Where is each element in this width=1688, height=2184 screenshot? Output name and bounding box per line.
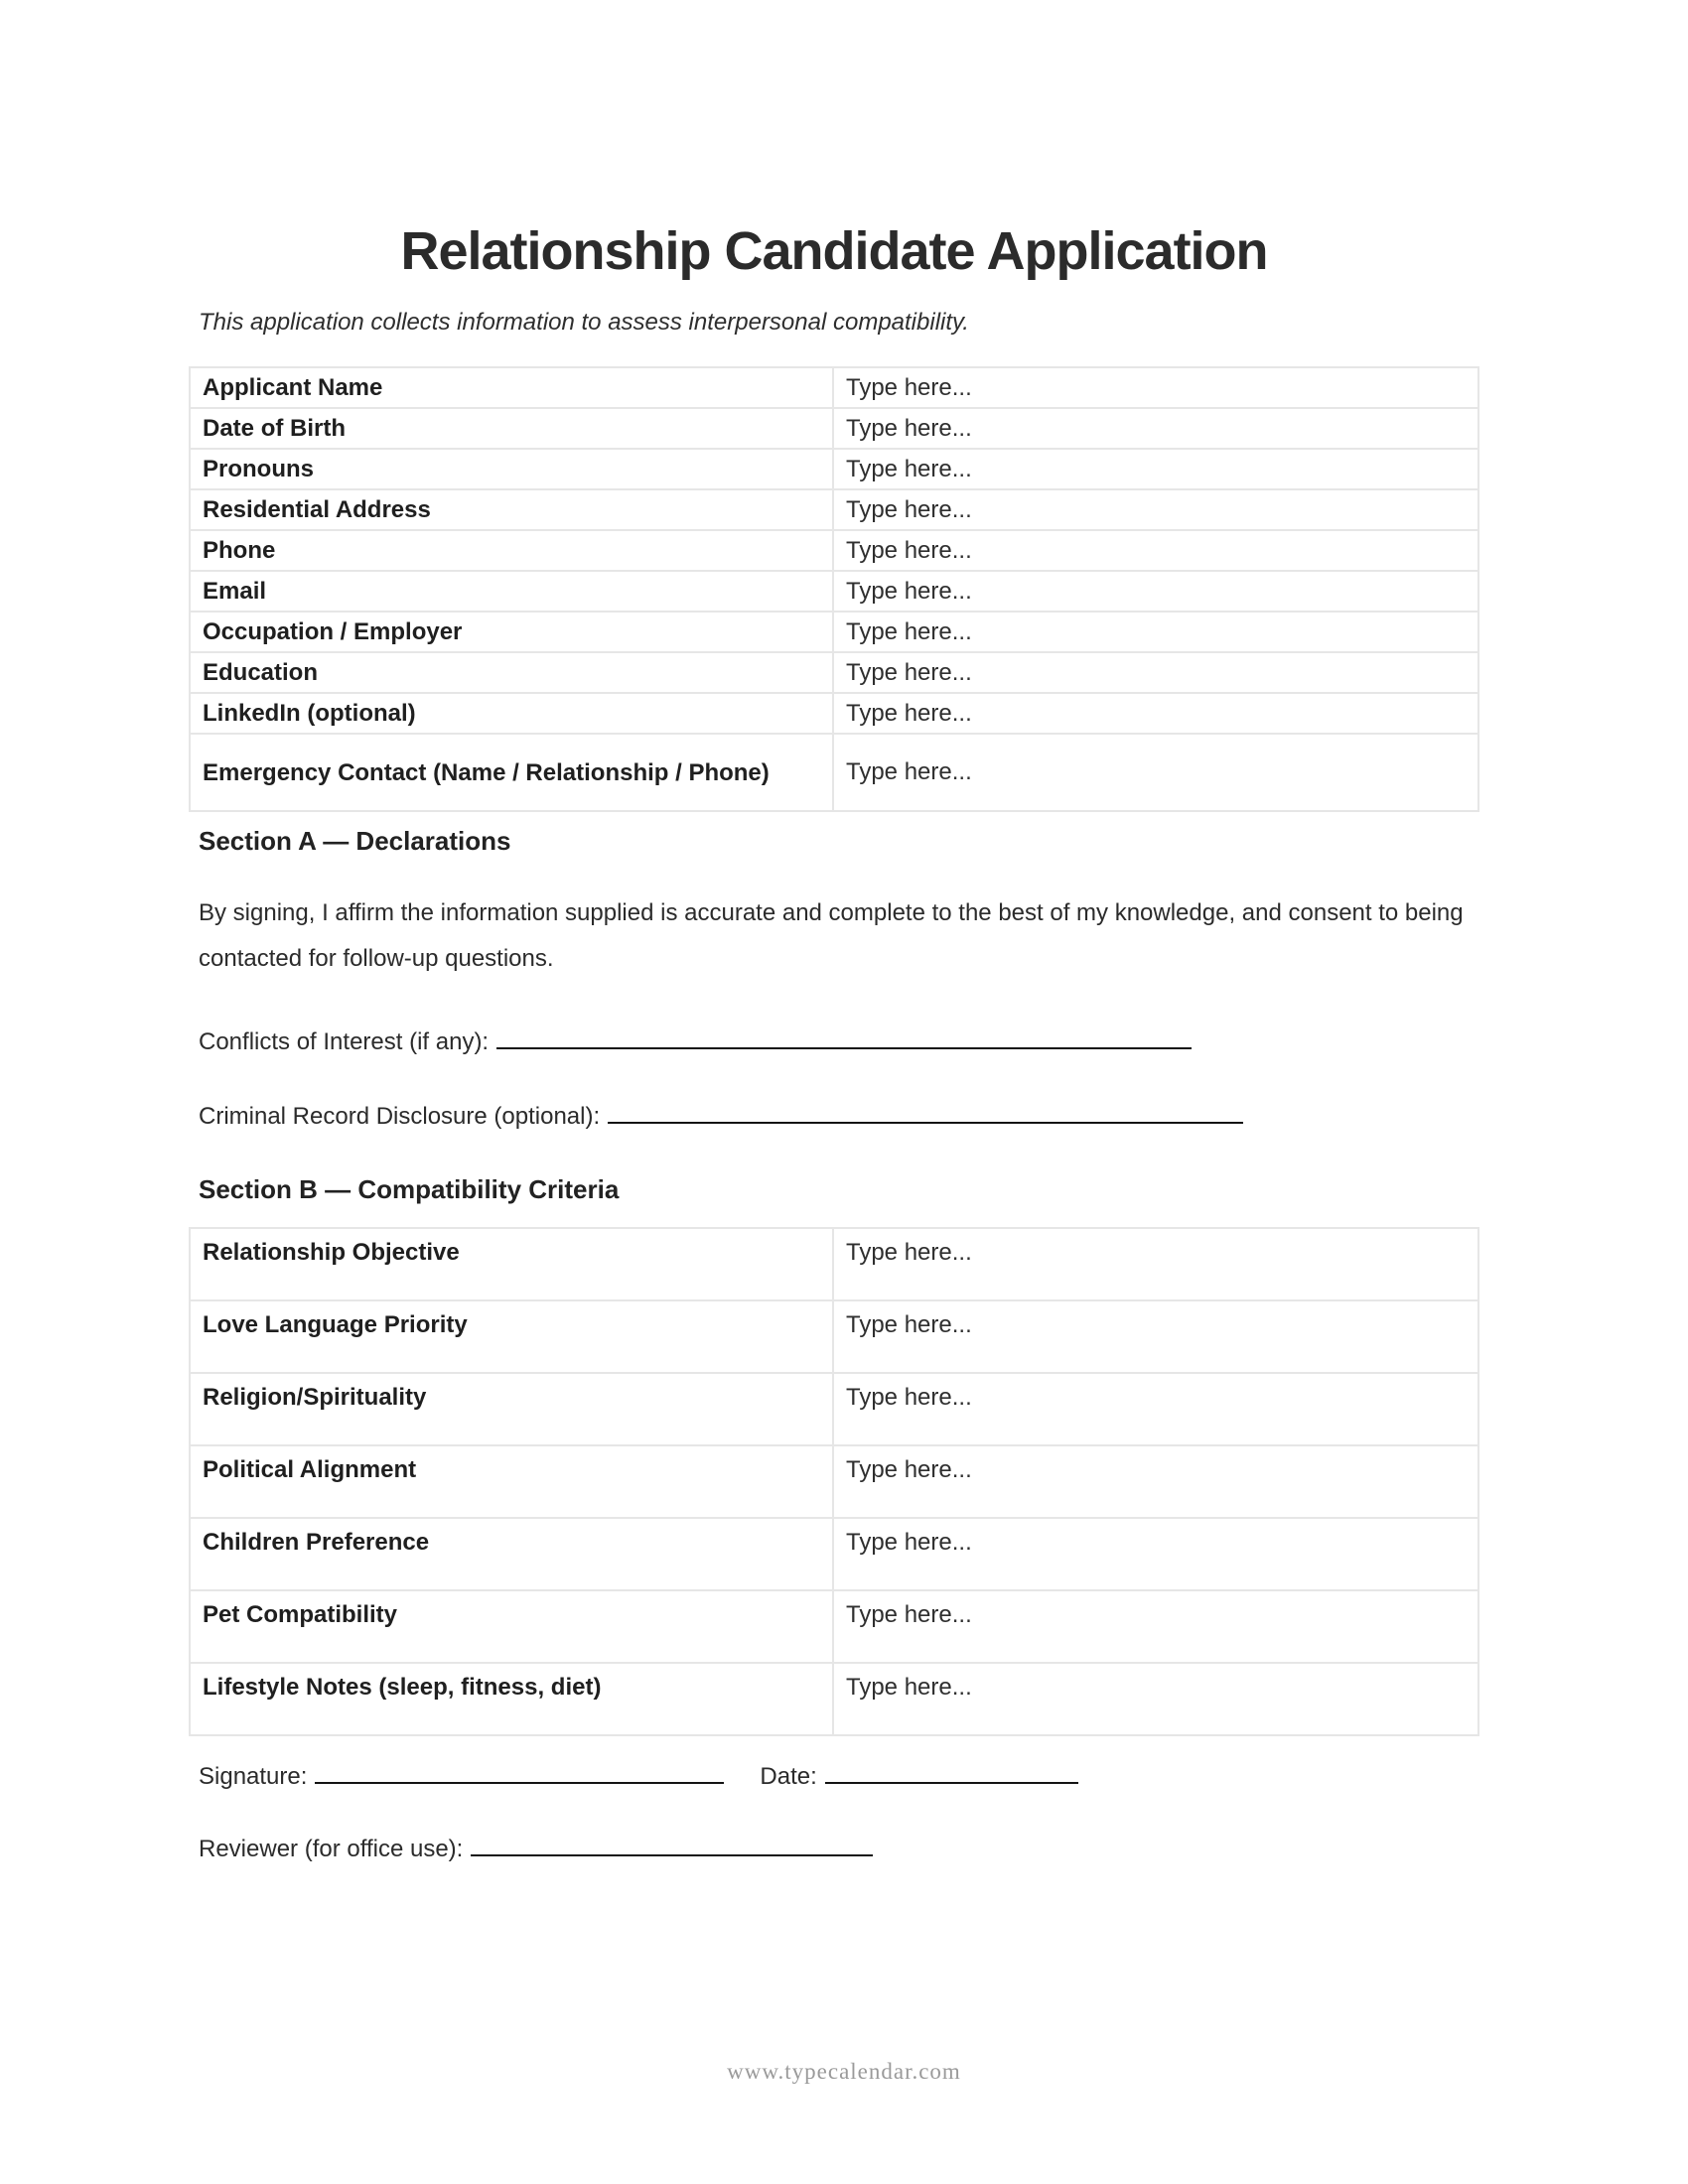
- table-row: [190, 1518, 1478, 1590]
- row-label-cell: [190, 571, 833, 612]
- table-row: [190, 734, 1478, 811]
- row-label-cell: [190, 1445, 833, 1518]
- table-row: [190, 489, 1478, 530]
- row-value-cell[interactable]: [833, 1663, 1478, 1735]
- row-label-cell: [190, 1228, 833, 1300]
- table-row: [190, 367, 1478, 408]
- row-value-cell[interactable]: [833, 612, 1478, 652]
- date-field: [760, 1762, 1077, 1791]
- row-label: Pronouns: [203, 455, 314, 482]
- row-label-cell: [190, 530, 833, 571]
- document-content: [189, 0, 1479, 1863]
- row-label-cell: [190, 1373, 833, 1445]
- row-label: Children Preference: [203, 1529, 430, 1557]
- conflicts-field: [189, 1027, 1479, 1056]
- row-label: Love Language Priority: [203, 1311, 468, 1339]
- row-value-cell[interactable]: [833, 1590, 1478, 1663]
- row-value-cell[interactable]: [833, 449, 1478, 489]
- date-fill-line[interactable]: [825, 1762, 1078, 1784]
- page-title: Relationship Candidate Application: [400, 221, 1268, 281]
- table-row: [190, 1300, 1478, 1373]
- row-label-cell: [190, 1518, 833, 1590]
- reviewer-field: [189, 1835, 1479, 1863]
- signature-field: [189, 1762, 724, 1791]
- row-label: Education: [203, 658, 319, 686]
- row-value-placeholder[interactable]: Type here...: [846, 1311, 972, 1339]
- table-row: [190, 1663, 1478, 1735]
- row-label: LinkedIn (optional): [203, 699, 416, 727]
- table-row: [190, 1445, 1478, 1518]
- row-label-cell: [190, 449, 833, 489]
- row-value-placeholder[interactable]: Type here...: [846, 658, 972, 686]
- row-label-cell: [190, 1663, 833, 1735]
- table-row: [190, 652, 1478, 693]
- table-row: [190, 530, 1478, 571]
- row-value-placeholder[interactable]: Type here...: [846, 455, 972, 482]
- table-row: [190, 612, 1478, 652]
- row-value-cell[interactable]: [833, 1445, 1478, 1518]
- row-value-placeholder[interactable]: Type here...: [846, 1529, 972, 1557]
- footer-url: www.typecalendar.com: [727, 2059, 961, 2084]
- row-value-cell[interactable]: [833, 408, 1478, 449]
- row-label: Occupation / Employer: [203, 617, 463, 645]
- row-label-cell: [190, 367, 833, 408]
- criminal-record-fill-line[interactable]: [608, 1102, 1243, 1124]
- signature-fill-line[interactable]: [315, 1762, 724, 1784]
- row-label-cell: [190, 489, 833, 530]
- compatibility-table: [189, 1227, 1479, 1736]
- criminal-record-label: Criminal Record Disclosure (optional):: [199, 1103, 601, 1131]
- row-value-cell[interactable]: [833, 367, 1478, 408]
- row-value-placeholder[interactable]: Type here...: [846, 1239, 972, 1267]
- row-label: Lifestyle Notes (sleep, fitness, diet): [203, 1674, 602, 1702]
- row-value-cell[interactable]: [833, 652, 1478, 693]
- date-label: Date:: [760, 1763, 817, 1791]
- table-row: [190, 1228, 1478, 1300]
- section-b-heading: Section B — Compatibility Criteria: [199, 1174, 620, 1205]
- section-a-heading: Section A — Declarations: [199, 826, 511, 857]
- row-value-placeholder[interactable]: Type here...: [846, 373, 972, 401]
- row-value-cell[interactable]: [833, 530, 1478, 571]
- row-label-cell: [190, 1590, 833, 1663]
- row-value-placeholder[interactable]: Type here...: [846, 1674, 972, 1702]
- row-label: Residential Address: [203, 495, 431, 523]
- row-label: Religion/Spirituality: [203, 1384, 427, 1412]
- row-value-cell[interactable]: [833, 1518, 1478, 1590]
- reviewer-fill-line[interactable]: [471, 1835, 873, 1856]
- row-label-cell: [190, 408, 833, 449]
- table-row: [190, 449, 1478, 489]
- table-row: [190, 408, 1478, 449]
- row-value-placeholder[interactable]: Type here...: [846, 495, 972, 523]
- row-value-cell[interactable]: [833, 1228, 1478, 1300]
- row-value-placeholder[interactable]: Type here...: [846, 1601, 972, 1629]
- row-label-cell: [190, 1300, 833, 1373]
- criminal-record-field: [189, 1102, 1479, 1131]
- row-value-placeholder[interactable]: Type here...: [846, 758, 972, 786]
- applicant-info-table: [189, 366, 1479, 812]
- declaration-paragraph: By signing, I affirm the information supplied is accurate and complete to the best of my knowledge, and consent to being contacted for follow-up questions.: [199, 899, 1464, 973]
- table-row: [190, 571, 1478, 612]
- row-value-cell[interactable]: [833, 734, 1478, 811]
- row-label: Applicant Name: [203, 373, 383, 401]
- row-value-placeholder[interactable]: Type here...: [846, 617, 972, 645]
- row-label: Relationship Objective: [203, 1239, 460, 1267]
- row-label: Date of Birth: [203, 414, 346, 442]
- signature-row: [189, 1762, 1479, 1791]
- page-subtitle: This application collects information to assess interpersonal compatibility.: [199, 309, 969, 337]
- row-label: Pet Compatibility: [203, 1601, 398, 1629]
- row-value-placeholder[interactable]: Type here...: [846, 699, 972, 727]
- table-row: [190, 693, 1478, 734]
- row-label-cell: [190, 693, 833, 734]
- row-label: Political Alignment: [203, 1456, 417, 1484]
- row-value-placeholder[interactable]: Type here...: [846, 536, 972, 564]
- row-label-cell: [190, 652, 833, 693]
- row-value-placeholder[interactable]: Type here...: [846, 1384, 972, 1412]
- table-row: [190, 1590, 1478, 1663]
- table-row: [190, 1373, 1478, 1445]
- row-label-cell: [190, 612, 833, 652]
- row-value-placeholder[interactable]: Type here...: [846, 1456, 972, 1484]
- row-value-cell[interactable]: [833, 489, 1478, 530]
- row-label-cell: [190, 734, 833, 811]
- row-label: Emergency Contact (Name / Relationship / Phone): [203, 758, 770, 786]
- reviewer-label: Reviewer (for office use):: [199, 1836, 464, 1863]
- conflicts-fill-line[interactable]: [496, 1027, 1192, 1049]
- row-value-cell[interactable]: [833, 1300, 1478, 1373]
- row-value-placeholder[interactable]: Type here...: [846, 577, 972, 605]
- row-label: Phone: [203, 536, 276, 564]
- row-value-cell[interactable]: [833, 571, 1478, 612]
- row-value-cell[interactable]: [833, 1373, 1478, 1445]
- row-value-placeholder[interactable]: Type here...: [846, 414, 972, 442]
- conflicts-label: Conflicts of Interest (if any):: [199, 1028, 490, 1056]
- row-label: Email: [203, 577, 267, 605]
- signature-label: Signature:: [199, 1763, 308, 1791]
- row-value-cell[interactable]: [833, 693, 1478, 734]
